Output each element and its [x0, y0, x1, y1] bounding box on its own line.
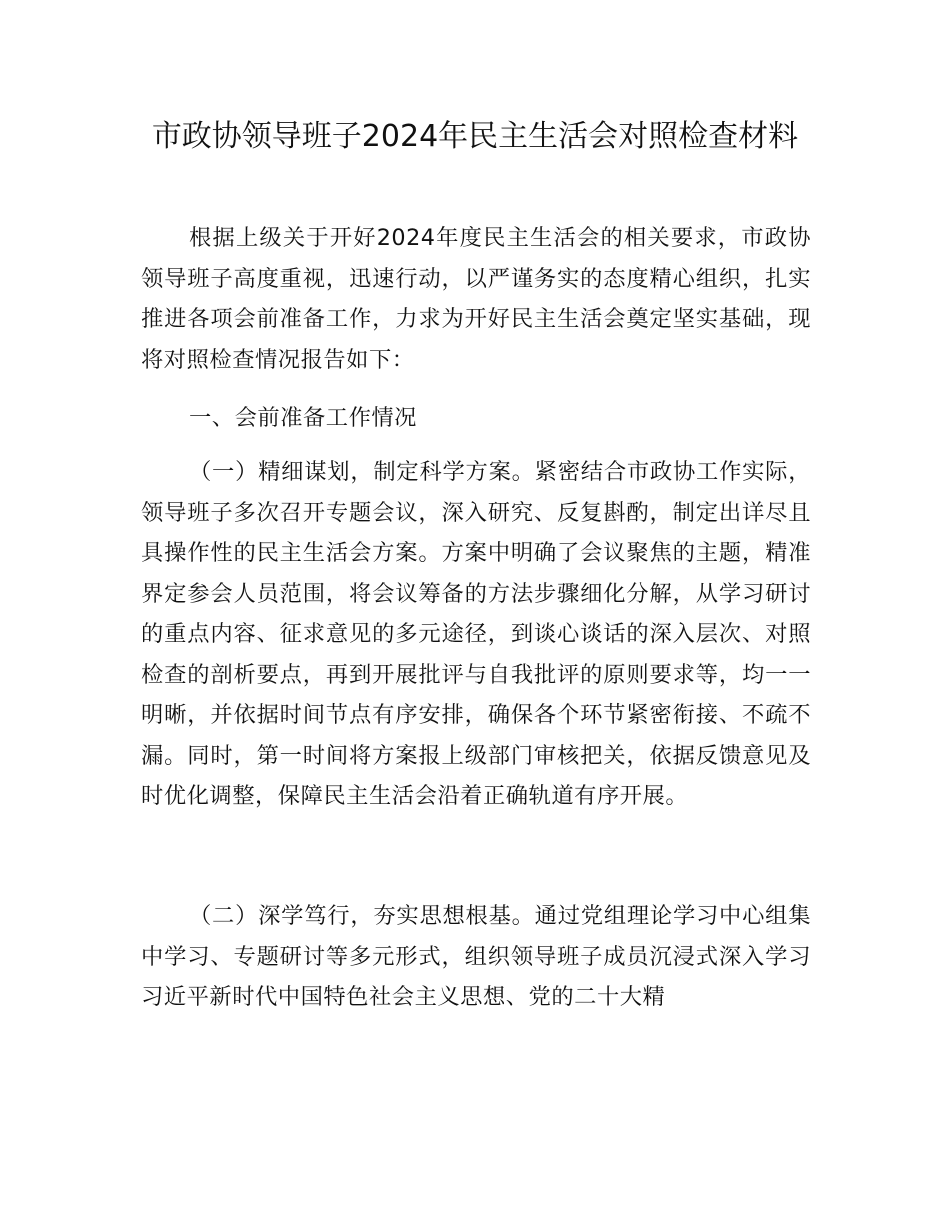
section-heading-1: 一、会前准备工作情况 — [189, 405, 417, 431]
intro-paragraph: 根据上级关于开好2024年度民主生活会的相关要求，市政协领导班子高度重视，迅速行动，以严谨务实的态度精心组织，扎实推进各项会前准备工作，力求为开好民主生活会奠定坚实基础，现将对照检查情况报告如下： — [141, 225, 811, 373]
document-title: 市政协领导班子2024年民主生活会对照检查材料 — [151, 119, 799, 154]
subsection-paragraph-1: （一）精细谋划，制定科学方案。紧密结合市政协工作实际，领导班子多次召开专题会议，深入研究、反复斟酌，制定出详尽且具操作性的民主生活会方案。方案中明确了会议聚焦的主题，精准界定参会人员范围，将会议筹备的方法步骤细化分解，从学习研讨的重点内容、征求意见的多元途径，到谈心谈话的深入层次、对照检查的剖析要点，再到开展批评与自我批评的原则要求等，均一一明晰，并依据时间节点有序安排，确保各个环节紧密衔接、不疏不漏。同时，第一时间将方案报上级部门审核把关，依据反馈意见及时优化调整，保障民主生活会沿着正确轨道有序开展。 — [141, 459, 811, 809]
subsection-paragraph-2: （二）深学笃行，夯实思想根基。通过党组理论学习中心组集中学习、专题研讨等多元形式，组织领导班子成员沉浸式深入学习习近平新时代中国特色社会主义思想、党的二十大精 — [141, 903, 811, 1010]
